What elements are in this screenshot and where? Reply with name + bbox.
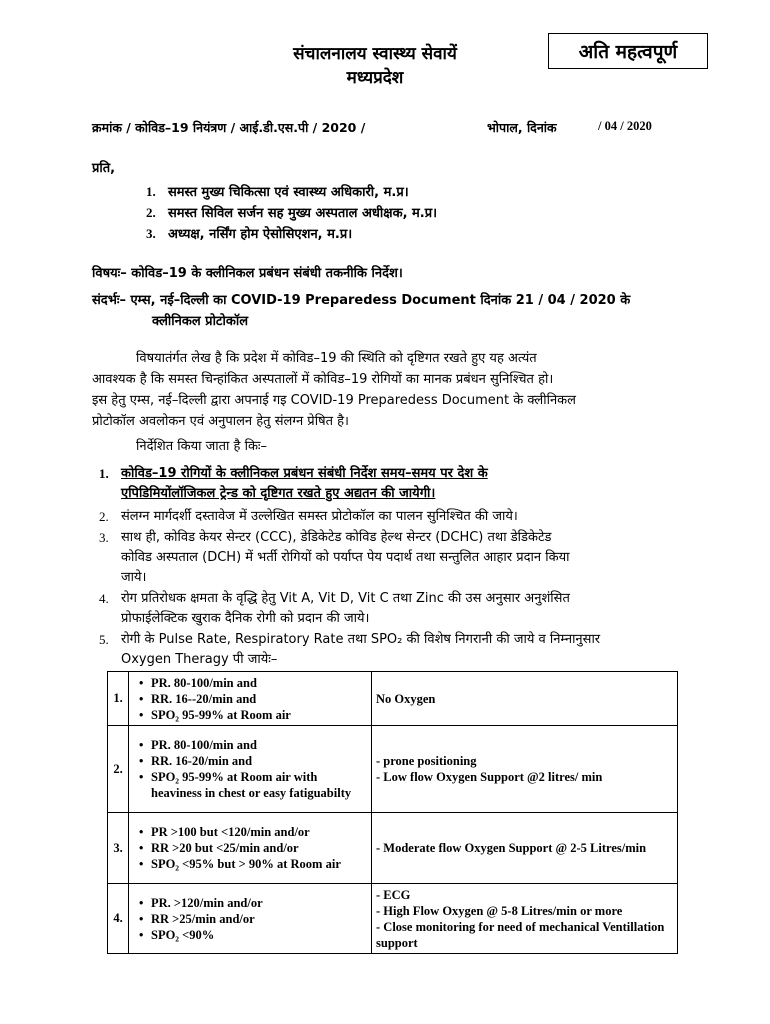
department-header [230,42,520,90]
point-item: 1. कोविड–19 रोगियों के क्लीनिकल प्रबंधन संबंधी निर्देश समय–समय पर देश के एपिडिमियोंलॉजिकल ट्रेन्ड को दृष्टिगत रखते हुए अद्यतन की जायेगी। [99,466,488,501]
criteria-cell: • PR >100 but <120/min and/or • RR >20 but <25/min and/or • SPO₂ <95% but > 90% at Room air [129,813,372,884]
reference-line-2: क्लीनिकल प्रोटोकॉल [152,314,249,329]
row-number: 2. [108,726,129,813]
reference-line-1: संदर्भः– एम्स, नई–दिल्ली का COVID-19 Preparedess Document दिनांक 21 / 04 / 2020 के [92,293,631,308]
reference-line [92,290,677,332]
criteria-cell: • PR. 80-100/min and • RR. 16--20/min and • SPO₂ 95-99% at Room air [129,672,372,726]
oxygen-therapy-table [107,671,678,954]
letter-date: / 04 / 2020 [598,119,652,133]
department-name: संचालनालय स्वास्थ्य सेवायें [293,44,457,64]
action-cell: - ECG - High Flow Oxygen @ 5-8 Litres/min or more - Close monitoring for need of mechanical Ventillation support [372,884,678,954]
point-item: 2. संलग्न मार्गदर्शी दस्तावेज में उल्लेखित समस्त प्रोटोकॉल का पालन सुनिश्चित की जाये। [99,509,518,524]
criteria-cell: • PR. >120/min and/or • RR >25/min and/or • SPO₂ <90% [129,884,372,954]
table-row [108,672,678,726]
body-paragraph-line: विषयातंर्गत लेख है कि प्रदेश में कोविड–19 की स्थिति को दृष्टिगत रखते हुए यह अत्यंत [136,351,537,366]
reference-number: क्रमांक / कोविड–19 नियंत्रण / आई.डी.एस.पी / 2020 / [92,120,366,135]
point-item: 4. रोग प्रतिरोधक क्षमता के वृद्धि हेतु Vit A, Vit D, Vit C तथा Zinc की उस अनुसार अनुशंसित प्रोफाईलेक्टिक खुराक दैनिक रोगी को प्रदान की जाये। [99,591,570,626]
recipient-item: 3. अध्यक्ष, नर्सिंग होम ऐसोसिएशन, म.प्र। [146,226,353,242]
body-paragraph-line: इस हेतु एम्स, नई–दिल्ली द्वारा अपनाई गइ COVID-19 Preparedess Document के क्लीनिकल [92,393,576,408]
urgent-stamp: अति महत्वपूर्ण [548,33,708,69]
table-row [108,813,678,884]
body-paragraph-line: आवश्यक है कि समस्त चिन्हांकित अस्पतालों में कोविड–19 रोगियों का मानक प्रबंधन सुनिश्चित हो। [92,372,554,387]
table-row [108,726,678,813]
directive-line: निर्देशित किया जाता है किः– [136,439,268,454]
action-cell: No Oxygen [372,672,678,726]
row-number: 4. [108,884,129,954]
criteria-cell: • PR. 80-100/min and • RR. 16-20/min and • SPO₂ 95-99% at Room air with heaviness in chest or easy fatiguabilty [129,726,372,813]
recipient-item: 2. समस्त सिविल सर्जन सह मुख्य अस्पताल अधीक्षक, म.प्र। [146,205,438,221]
body-paragraph-line: प्रोटोकॉल अवलोकन एवं अनुपालन हेतु संलग्न प्रेषित है। [92,414,349,429]
point-item: 3. साथ ही, कोविड केयर सेन्टर (CCC), डेडिकेटेड कोविड हेल्थ सेन्टर (DCHC) तथा डेडिकेटेड कोविड अस्पताल (DCH) में भर्ती रोगियों को पर्याप्त पेय पदार्थ तथा सन्तुलित आहार प्रदान किया जाये। [99,530,570,585]
place-date-label: भोपाल, दिनांक [487,120,557,135]
subject-line: विषयः– कोविड–19 के क्लीनिकल प्रबंधन संबंधी तकनीकि निर्देश। [92,266,403,281]
row-number: 1. [108,672,129,726]
state-name: मध्यप्रदेश [346,68,404,88]
table-row [108,884,678,954]
point-item: 5. रोगी के Pulse Rate, Respiratory Rate तथा SPO₂ की विशेष निगरानी की जाये व निम्नानुसार Oxygen Theragy पी जायेः– [99,632,601,667]
recipient-item: 1. समस्त मुख्य चिकित्सा एवं स्वास्थ्य अधिकारी, म.प्र। [146,184,409,200]
recipients-label: प्रति, [92,161,116,176]
row-number: 3. [108,813,129,884]
action-cell: - Moderate flow Oxygen Support @ 2-5 Litres/min [372,813,678,884]
action-cell: - prone positioning - Low flow Oxygen Support @2 litres/ min [372,726,678,813]
